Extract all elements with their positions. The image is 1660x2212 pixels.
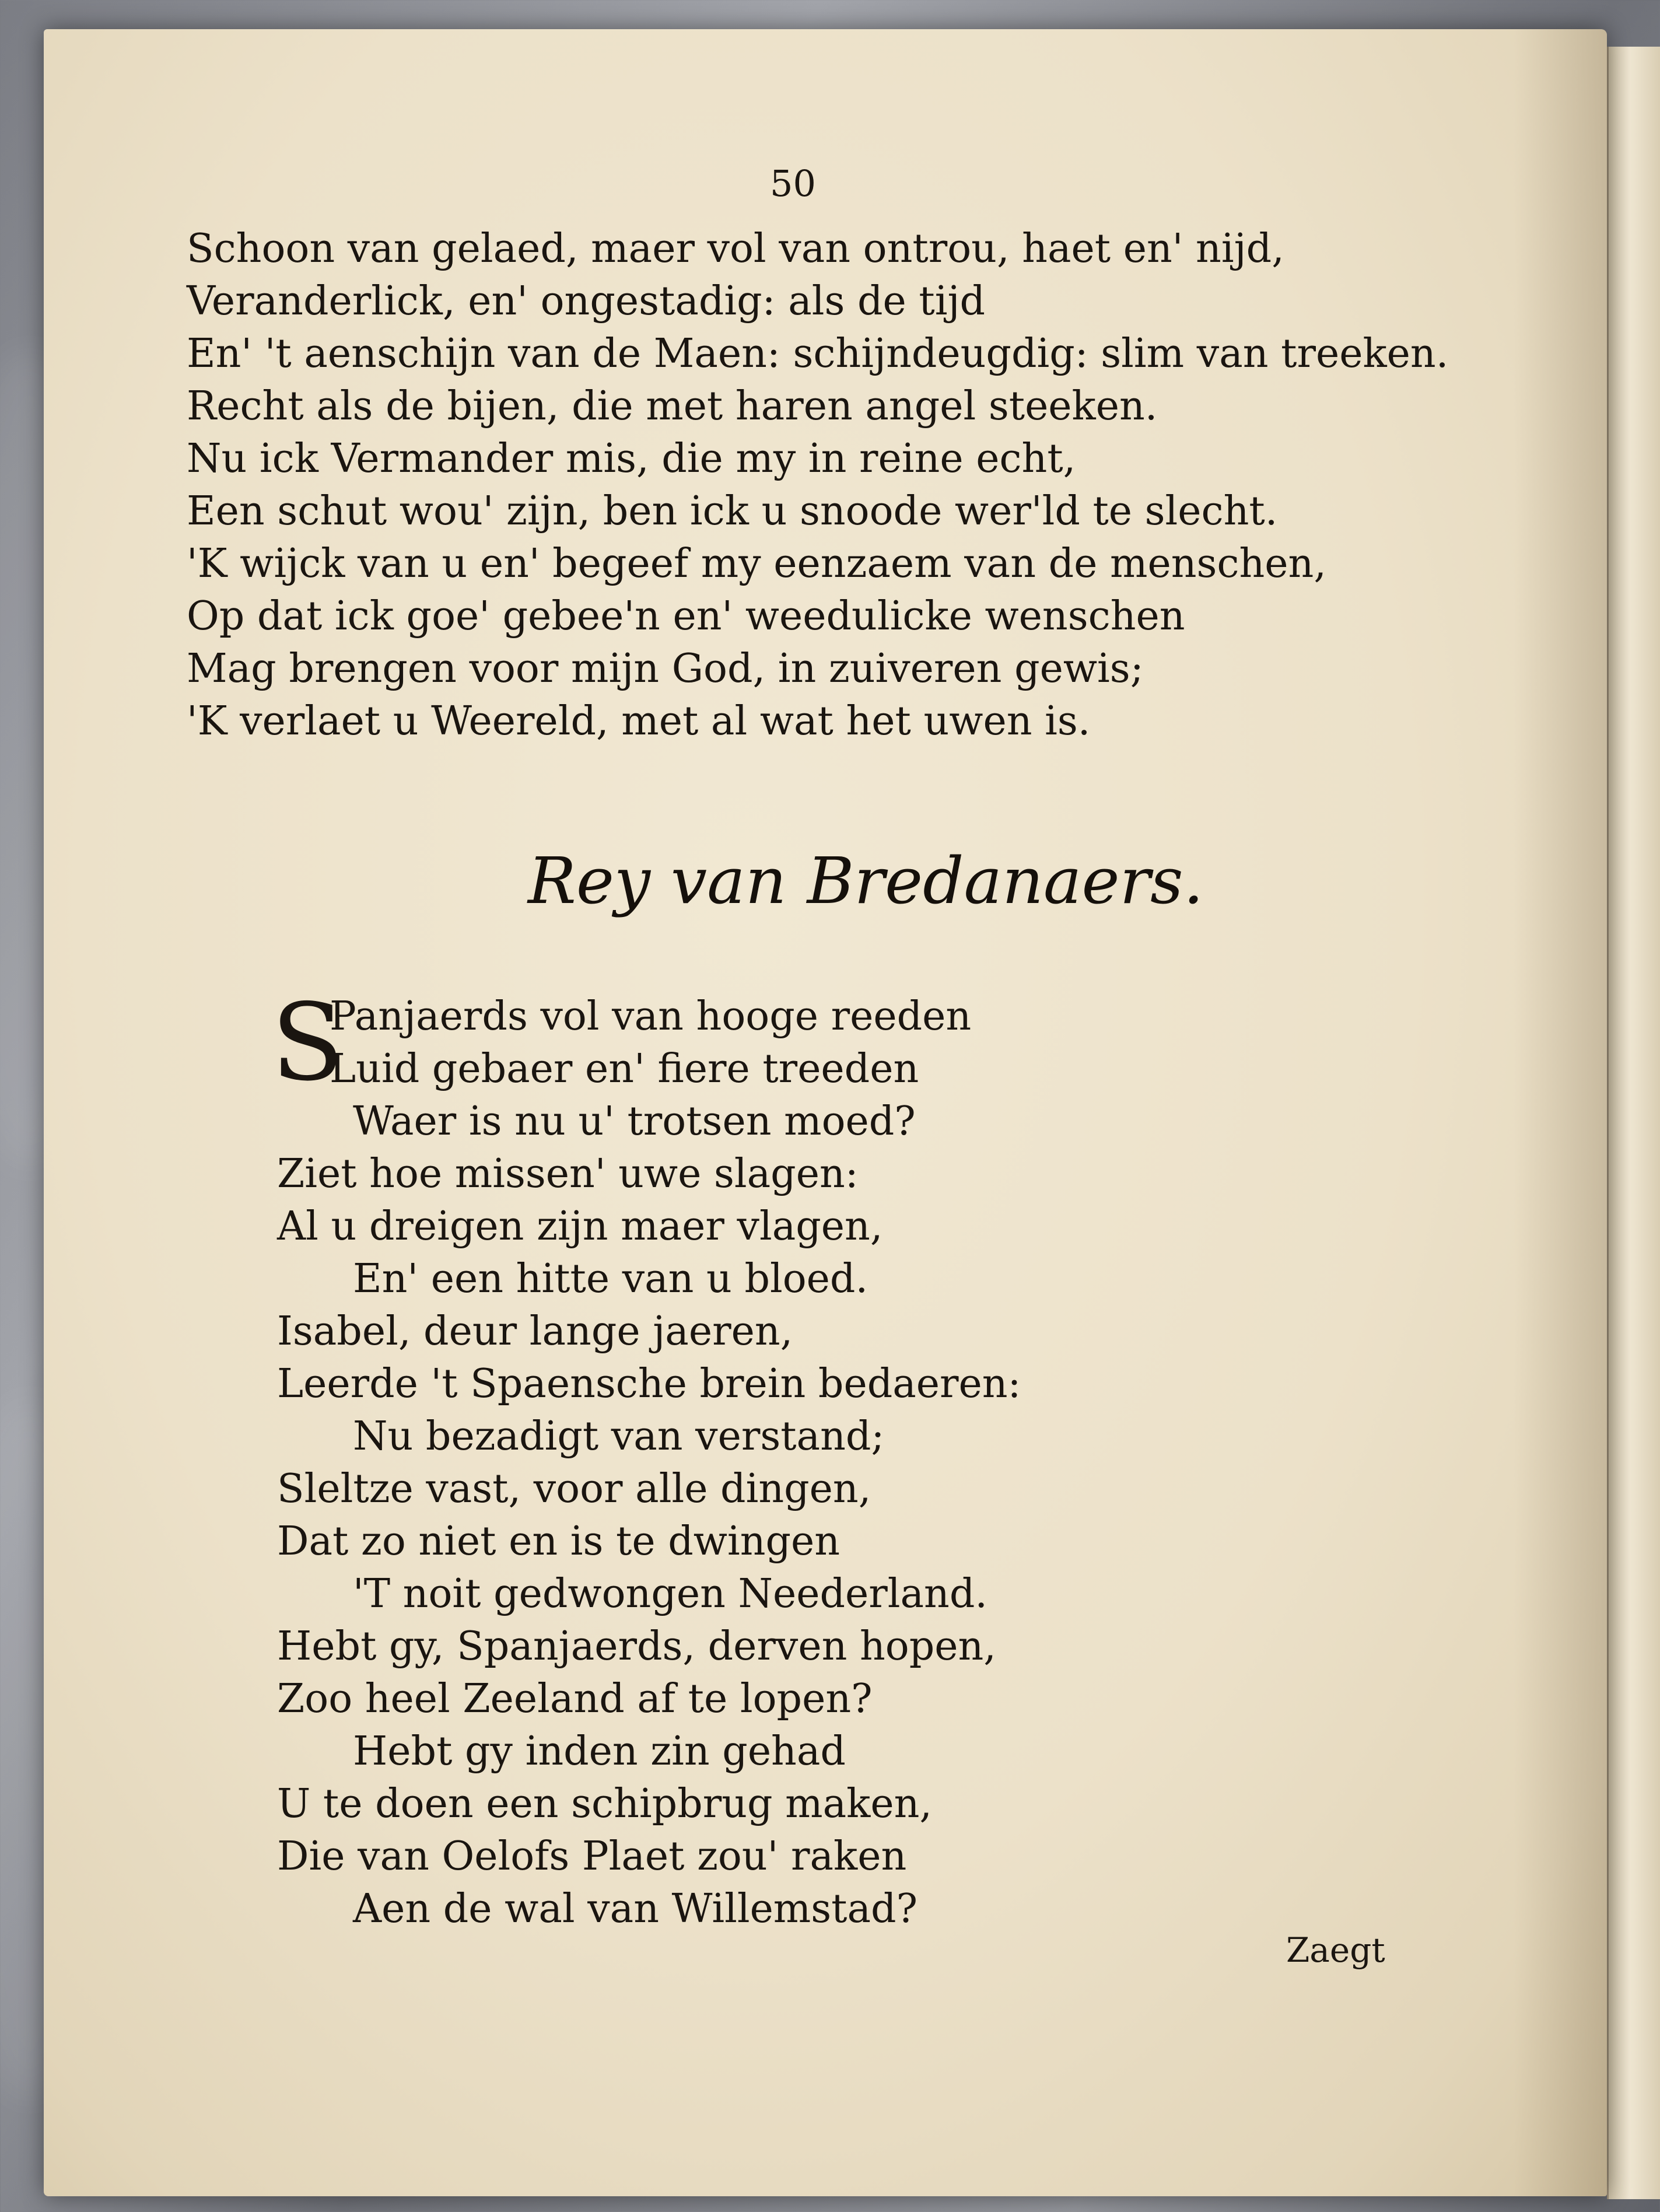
verse-line: Sleltze vast, voor alle dingen, [277, 1466, 871, 1512]
verse-line: 'T noit gedwongen Neederland. [353, 1571, 987, 1617]
verse-line: Schoon van gelaed, maer vol van ontrou, haet en' nijd, [187, 226, 1284, 272]
verse-line: 'K wijck van u en' begeef my eenzaem van de menschen, [187, 541, 1326, 587]
verse-line: Mag brengen voor mijn God, in zuiveren gewis; [187, 646, 1144, 692]
section-title: Rey van Bredanaers. [528, 844, 1204, 918]
verse-line: Zoo heel Zeeland af te lopen? [277, 1676, 873, 1722]
verse-line: Die van Oelofs Plaet zou' raken [277, 1833, 907, 1880]
verse-line: Ziet hoe missen' uwe slagen: [277, 1151, 859, 1197]
top-stanza [187, 223, 1448, 748]
next-page-edge [1607, 47, 1660, 2199]
verse-line: Hebt gy inden zin gehad [353, 1728, 846, 1774]
verse-line: Een schut wou' zijn, ben ick u snoode wer'ld te slecht. [187, 488, 1278, 534]
verse-line: Op dat ick goe' gebee'n en' weedulicke wenschen [187, 593, 1185, 639]
page-number: 50 [770, 162, 816, 205]
verse-line: Waer is nu u' trotsen moed? [353, 1098, 916, 1144]
verse-line: Hebt gy, Spanjaerds, derven hopen, [277, 1623, 996, 1670]
verse-line: Recht als de bijen, die met haren angel steeken. [187, 383, 1158, 429]
verse-line: Dat zo niet en is te dwingen [277, 1518, 840, 1564]
verse-line: Leerde 't Spaensche brein bedaeren: [277, 1361, 1021, 1407]
verse-line: U te doen een schipbrug maken, [277, 1781, 933, 1827]
verse-line: Nu ick Vermander mis, die my in reine echt, [187, 436, 1076, 482]
verse-lines [277, 1096, 1021, 1936]
verse-line: Aen de wal van Willemstad? [353, 1886, 918, 1932]
verse-line: Isabel, deur lange jaeren, [277, 1308, 793, 1354]
verse-line: En' een hitte van u bloed. [353, 1256, 868, 1302]
page-shadow [1514, 29, 1607, 2196]
verse-line: Luid gebaer en' fiere treeden [330, 1046, 919, 1092]
verse-line: Veranderlick, en' ongestadig: als de tijd [187, 278, 986, 324]
drop-cap: S [271, 981, 344, 1104]
verse-line: Nu bezadigt van verstand; [353, 1413, 885, 1460]
verse-line: 'K verlaet u Weereld, met al wat het uwen is. [187, 698, 1091, 744]
verse-line-text: Panjaerds vol van hooge reeden [330, 993, 972, 1040]
verse-line: Al u dreigen zijn maer vlagen, [277, 1203, 883, 1250]
catchword: Zaegt [1286, 1930, 1385, 1970]
bottom-stanza [271, 981, 1021, 1936]
verse-line: En' 't aenschijn van de Maen: schijndeugdig: slim van treeken. [187, 331, 1449, 377]
book-page [44, 29, 1607, 2196]
